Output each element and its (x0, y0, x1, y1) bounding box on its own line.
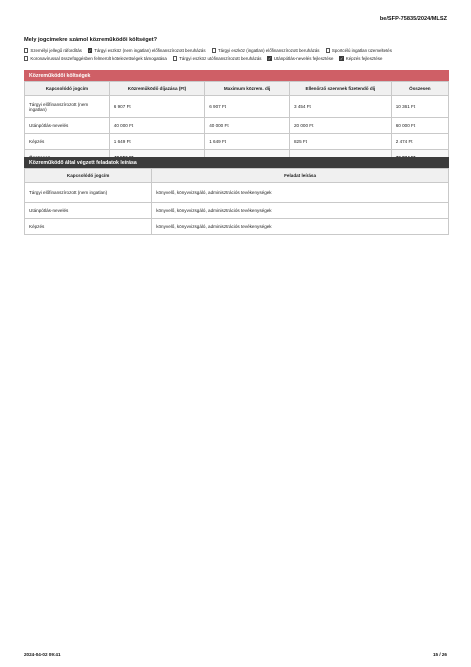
footer-date: 2024-04-02 09:41 (24, 652, 61, 657)
column-header: Kapcsolódó jogcím (25, 169, 152, 183)
table-row (25, 219, 449, 235)
document-id: be/SFP-75835/2024/MLSZ (379, 16, 447, 22)
table-cell: Tárgyi előfinanszírozott (nem ingatlan) (25, 96, 110, 118)
table-row (25, 96, 449, 118)
tasks-section-header: Közreműködő által végzett feladatok leírása (24, 157, 449, 168)
table-cell: Utánpótlás-nevelés (25, 203, 152, 219)
checkbox-box (24, 56, 28, 60)
checkbox-label: Személyi jellegű ráfordítás (30, 48, 82, 53)
checkbox-label: Tárgyi eszköz utófinanszírozott beruházás (179, 56, 262, 61)
table-cell: 3 454 Ft (289, 96, 391, 118)
checkbox-box: ✓ (88, 47, 92, 53)
table-cell: 2 474 Ft (391, 134, 448, 150)
table-cell: 825 Ft (289, 134, 391, 150)
checkbox-box (326, 48, 330, 52)
table-cell: 40 000 Ft (205, 118, 290, 134)
table-row (25, 203, 449, 219)
table-cell: 60 000 Ft (391, 118, 448, 134)
checkbox-targyi-ingatlan[interactable] (212, 48, 320, 53)
table-cell: Tárgyi előfinanszírozott (nem ingatlan) (25, 183, 152, 203)
checkbox-koronavirus[interactable] (24, 56, 167, 61)
table-cell: könyvelő, könyvvizsgáló, adminisztrációs tevékenységek (152, 219, 449, 235)
column-header: Összesen (391, 82, 448, 96)
checkbox-box: ✓ (267, 55, 272, 61)
checkbox-label: Sportcélú ingatlan üzemeltetés (331, 48, 392, 53)
table-cell: könyvelő, könyvvizsgáló, adminisztrációs tevékenységek (152, 183, 449, 203)
column-header: Kapcsolódó jogcím (25, 82, 110, 96)
checkbox-sportcelu[interactable] (326, 48, 392, 53)
table-cell: 20 000 Ft (289, 118, 391, 134)
checkbox-label: Tárgyi eszköz (nem ingatlan) előfinanszírozott beruházás (94, 48, 206, 53)
table-cell: könyvelő, könyvvizsgáló, adminisztrációs tevékenységek (152, 203, 449, 219)
costs-section-header: Közreműködői költségek (24, 70, 449, 81)
column-header: Feladat leírása (152, 169, 449, 183)
checkbox-row-2 (24, 56, 449, 61)
table-cell: 10 361 Ft (391, 96, 448, 118)
table-cell: Képzés (25, 134, 110, 150)
checkbox-kepzes[interactable] (339, 56, 382, 61)
table-cell: 40 000 Ft (109, 118, 204, 134)
checkbox-label: Képzés fejlesztése (345, 56, 383, 61)
table-cell: 1 649 Ft (109, 134, 204, 150)
checkbox-box (24, 48, 28, 52)
checkbox-label: Koronavírussal összefüggésben felmerült kötelezettségek támogatása (30, 56, 167, 61)
table-row (25, 134, 449, 150)
checkbox-box (173, 56, 177, 60)
checkbox-targyi-nem-ingatlan[interactable] (88, 48, 206, 53)
column-header: Közreműködő díjazása (Ft) (109, 82, 204, 96)
checkbox-label: Utánpótlás-nevelés fejlesztése (273, 56, 334, 61)
checkbox-row-1 (24, 48, 449, 53)
tasks-table (24, 168, 449, 235)
checkbox-box: ✓ (339, 55, 344, 61)
table-row (25, 183, 449, 203)
checkbox-szemelyi[interactable] (24, 48, 82, 53)
table-header-row (25, 82, 449, 96)
checkbox-utofinanszirozott[interactable] (173, 56, 262, 61)
costs-table (24, 81, 449, 166)
checkbox-box (212, 48, 216, 52)
page-number: 15 / 26 (432, 652, 447, 657)
column-header: Ellenőrző szervnek fizetendő díj (289, 82, 391, 96)
checkbox-label: Tárgyi eszköz (ingatlan) előfinanszírozott beruházás (217, 48, 320, 53)
checkbox-utanpotlas[interactable] (267, 56, 333, 61)
table-row (25, 118, 449, 134)
table-cell: 6 907 Ft (109, 96, 204, 118)
table-cell: 1 649 Ft (205, 134, 290, 150)
question-heading: Mely jogcímekre számol közreműködői költséget? (24, 37, 158, 43)
table-header-row (25, 169, 449, 183)
column-header: Maximum közrem. díj (205, 82, 290, 96)
table-cell: Képzés (25, 219, 152, 235)
table-cell: Utánpótlás-nevelés (25, 118, 110, 134)
table-cell: 6 907 Ft (205, 96, 290, 118)
